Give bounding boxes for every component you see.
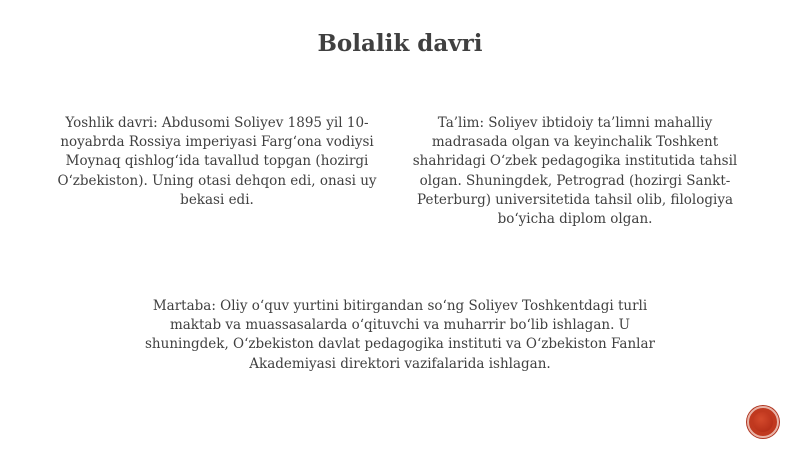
- circle-nav-icon-inner: [753, 412, 773, 432]
- text-block-career: Martaba: Oliy o‘quv yurtini bitirgandan so‘ng Soliyev Toshkentdagi turli maktab va muassasalarda o‘qituvchi va muharrir bo‘lib ishlagan. U shuningdek, O‘zbekiston davlat pedagogika instituti va O‘zbekiston Fanlar Akademiyasi direktori vazifalarida ishlagan.: [145, 298, 655, 372]
- text-block-childhood: Yoshlik davri: Abdusomi Soliyev 1895 yil 10-noyabrda Rossiya imperiyasi Farg‘ona vodiysi Moynaq qishlog‘ida tavallud topgan (hozirgi O‘zbekiston). Uning otasi dehqon edi, onasi uy bekasi edi.: [57, 115, 377, 208]
- circle-nav-icon[interactable]: [747, 406, 779, 438]
- slide-title: Bolalik davri: [317, 30, 483, 57]
- text-block-education: Ta’lim: Soliyev ibtidoiy ta’limni mahalliy madrasada olgan va keyinchalik Toshkent shahridagi O‘zbek pedagogika institutida tahsil olgan. Shuningdek, Petrograd (hozirgi Sankt-Peterburg) universitetida tahsil olib, filologiya bo‘yicha diplom olgan.: [412, 115, 738, 228]
